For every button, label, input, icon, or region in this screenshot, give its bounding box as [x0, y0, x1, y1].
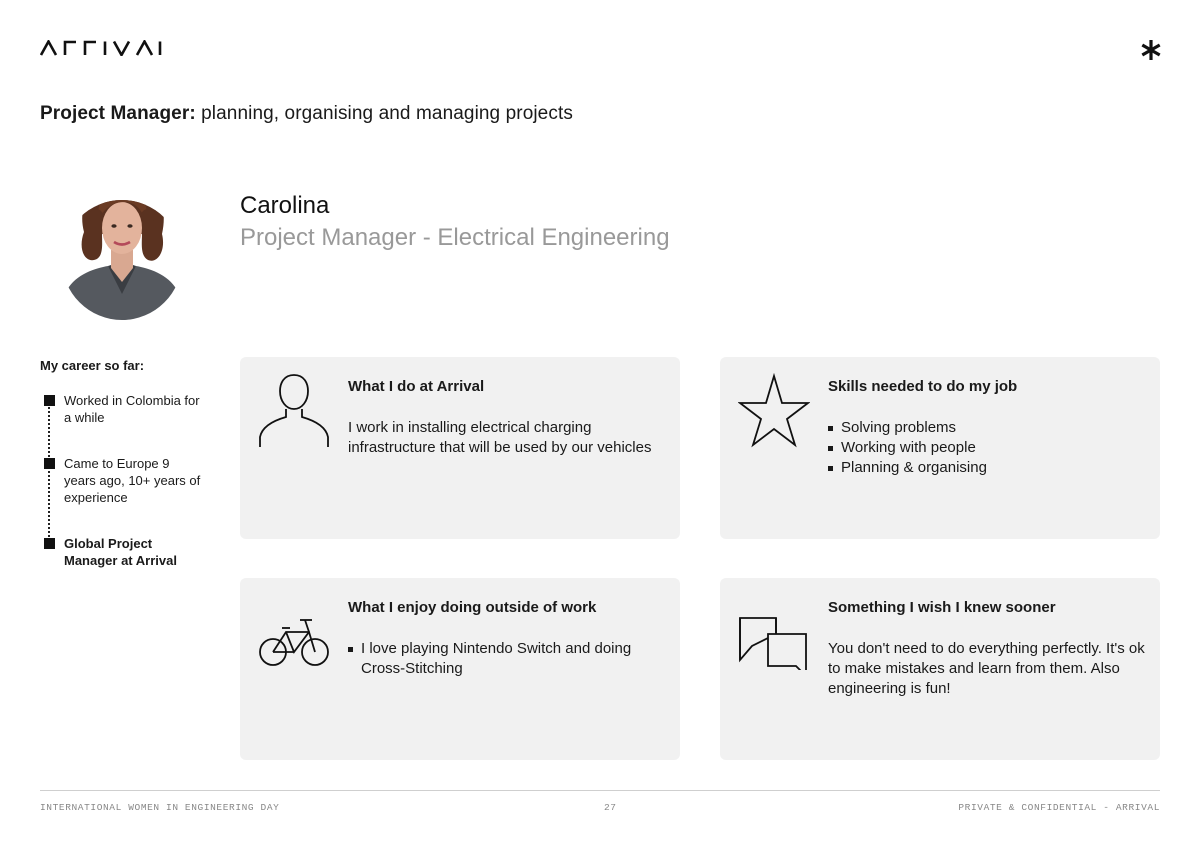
skills-list [828, 418, 1148, 478]
list-item: I love playing Nintendo Switch and doing Cross-Stitching [348, 639, 668, 679]
footer-confidential: PRIVATE & CONFIDENTIAL - ARRIVAL [958, 802, 1160, 813]
profile-name: Carolina [240, 192, 330, 219]
list-item: Planning & organising [828, 458, 1148, 478]
career-title: My career so far: [40, 358, 145, 373]
card-enjoy [240, 578, 680, 760]
square-bullet-icon [44, 538, 55, 549]
square-bullet-icon [44, 395, 55, 406]
portrait-photo [62, 172, 182, 320]
card-title: Skills needed to do my job [828, 378, 1018, 395]
card-body: You don't need to do everything perfectly. It's ok to make mistakes and learn from them. Also engineering is fun! [828, 640, 1145, 697]
timeline-dotted-line [48, 404, 50, 540]
card-title: What I enjoy doing outside of work [348, 599, 597, 616]
asterisk-icon [1139, 38, 1163, 62]
square-bullet-icon [44, 458, 55, 469]
card-wish [720, 578, 1160, 760]
list-item: Working with people [828, 438, 1148, 458]
career-item-text: Worked in Colombia for a while [64, 393, 200, 425]
card-skills [720, 357, 1160, 539]
card-title: What I do at Arrival [348, 378, 485, 395]
speech-bubbles-icon [738, 594, 810, 670]
career-item-text: Global Project Manager at Arrival [64, 536, 177, 568]
card-title: Something I wish I knew sooner [828, 599, 1056, 616]
card-what-i-do [240, 357, 680, 539]
footer-event: INTERNATIONAL WOMEN IN ENGINEERING DAY [40, 802, 280, 813]
bicycle-icon [258, 594, 330, 670]
page-headline [40, 103, 573, 125]
career-item-text: Came to Europe 9 years ago, 10+ years of experience [64, 456, 201, 505]
person-icon [258, 373, 330, 449]
footer-divider [40, 790, 1160, 791]
star-icon [738, 373, 810, 449]
card-body: I work in installing electrical charging infrastructure that will be used by our vehicles [348, 419, 652, 456]
headline-role: Project Manager: [40, 103, 196, 124]
enjoy-list [348, 639, 668, 679]
list-item: Solving problems [828, 418, 1148, 438]
page-number: 27 [604, 802, 617, 813]
profile-role: Project Manager - Electrical Engineering [240, 224, 670, 251]
headline-description: planning, organising and managing projects [195, 103, 573, 124]
arrival-logo [40, 40, 162, 56]
